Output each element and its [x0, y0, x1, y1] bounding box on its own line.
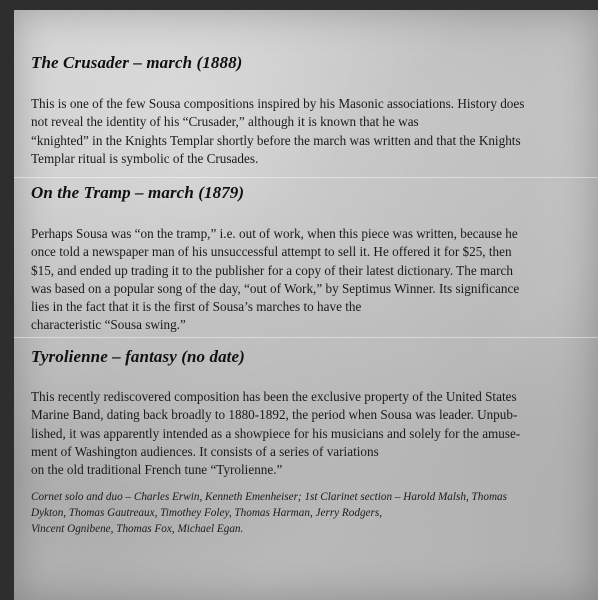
- body-line: Marine Band, dating back broadly to 1880-1892, the period when Sousa was leader. Unpub-: [31, 407, 518, 423]
- body-line: This recently rediscovered composition has been the exclusive property of the United States: [31, 389, 517, 404]
- body-line: ment of Washington audiences. It consists of a series of variations: [31, 443, 379, 459]
- credits-line: Vincent Ognibene, Thomas Fox, Michael Egan.: [31, 523, 244, 535]
- credits-line: Cornet solo and duo – Charles Erwin, Kenneth Emenheiser; 1st Clarinet section – Harold Malsh, Thomas: [31, 491, 507, 503]
- body-line: once told a newspaper man of his unsuccessful attempt to sell it. He offered it for $25, then: [31, 244, 512, 260]
- body-line: lies in the fact that it is the first of Sousa’s marches to have the: [31, 299, 362, 315]
- section-body-crusader: [31, 95, 524, 168]
- section-divider: [14, 337, 598, 338]
- body-line: Perhaps Sousa was “on the tramp,” i.e. out of work, when this piece was written, because he: [31, 226, 518, 241]
- body-line: lished, it was apparently intended as a showpiece for his musicians and solely for the amuse-: [31, 425, 521, 441]
- credits-line: Dykton, Thomas Gautreaux, Timothey Foley, Thomas Harman, Jerry Rodgers,: [31, 507, 383, 519]
- body-line: “knighted” in the Knights Templar shortly before the march was written and that the Knights: [31, 132, 521, 148]
- body-line: $15, and ended up trading it to the publisher for a copy of their latest dictionary. The march: [31, 262, 513, 278]
- body-line: This is one of the few Sousa compositions inspired by his Masonic associations. History does: [31, 96, 525, 111]
- section-divider: [14, 177, 598, 178]
- section-heading-crusader: The Crusader – march (1888): [31, 53, 243, 72]
- body-line: Templar ritual is symbolic of the Crusades.: [31, 150, 259, 166]
- body-line: not reveal the identity of his “Crusader,” although it is known that he was: [31, 114, 419, 130]
- body-line: on the old traditional French tune “Tyrolienne.”: [31, 462, 283, 478]
- body-line: characteristic “Sousa swing.”: [31, 317, 186, 333]
- body-line: was based on a popular song of the day, “out of Work,” by Septimus Winner. Its significance: [31, 280, 520, 296]
- section-body-tyrolienne: [31, 388, 520, 479]
- performer-credits: [31, 489, 507, 537]
- liner-notes-page: [14, 10, 598, 600]
- section-body-on-the-tramp: [31, 225, 519, 335]
- section-heading-on-the-tramp: On the Tramp – march (1879): [31, 183, 245, 202]
- section-heading-tyrolienne: Tyrolienne – fantasy (no date): [31, 347, 245, 366]
